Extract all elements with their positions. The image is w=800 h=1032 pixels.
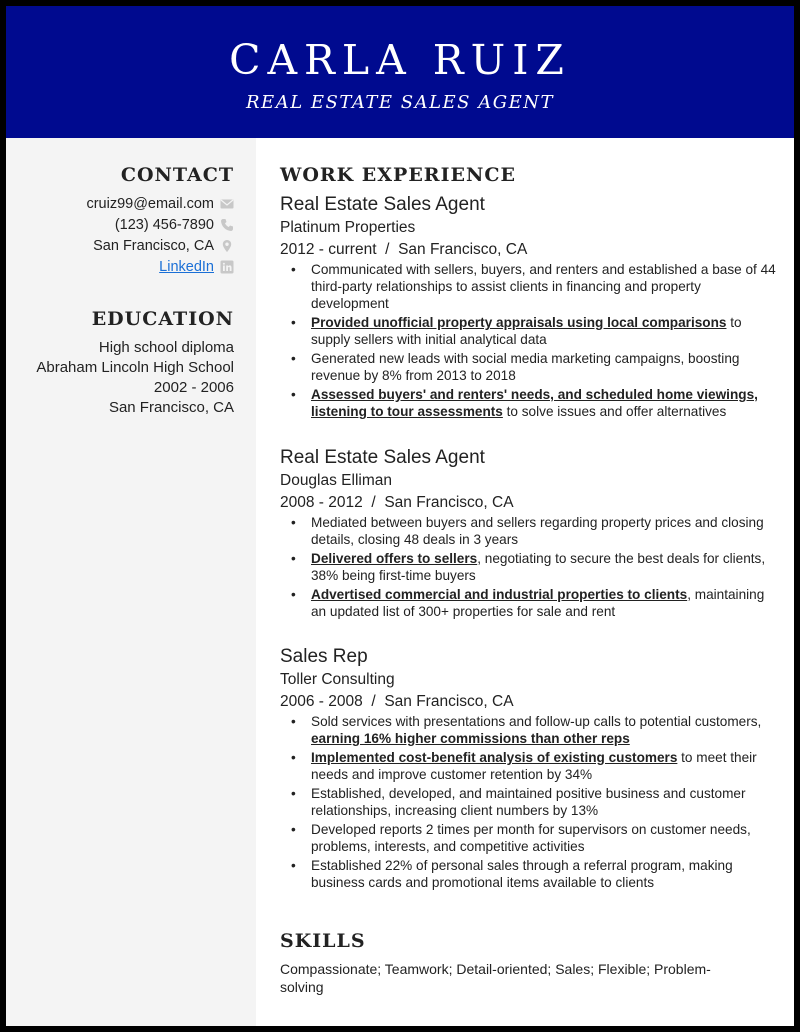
main-content — [280, 138, 780, 1026]
envelope-icon — [220, 197, 234, 211]
bullet-highlight: Delivered offers to sellers — [311, 551, 478, 566]
bullet-highlight: Advertised commercial and industrial properties to clients — [311, 587, 688, 602]
bullet-text: Established, developed, and maintained positive business and customer relationships, increasing client numbers by 13% — [311, 786, 746, 818]
education-location: San Francisco, CA — [108, 399, 234, 416]
candidate-name: CARLA RUIZ — [229, 36, 571, 84]
job-title: Real Estate Sales Agent — [280, 447, 485, 468]
education-block — [34, 338, 234, 418]
job-bullet — [280, 785, 780, 819]
job-bullets — [280, 261, 780, 420]
bullet-text: Communicated with sellers, buyers, and renters and established a base of 44 third-party relationships to assist clients in financing and property development — [311, 262, 776, 311]
job-meta — [280, 691, 780, 713]
job-meta — [280, 492, 780, 514]
skills-heading: SKILLS — [280, 930, 366, 952]
resume-header — [6, 6, 794, 138]
bullet-text: Sold services with presentations and follow-up calls to potential customers, — [311, 714, 762, 729]
contact-location — [93, 236, 234, 256]
job-dates: 2008 - 2012 — [280, 494, 363, 511]
education-dates: 2002 - 2006 — [153, 379, 234, 396]
email-text: cruiz99@email.com — [86, 196, 214, 212]
education-school: Abraham Lincoln High School — [36, 359, 234, 376]
bullet-highlight: earning 16% higher commissions than other reps — [311, 731, 630, 746]
contact-heading: CONTACT — [120, 164, 234, 186]
bullet-text: Generated new leads with social media marketing campaigns, boosting revenue by 8% from 2013 to 2018 — [311, 351, 740, 383]
candidate-title: REAL ESTATE SALES AGENT — [246, 92, 554, 113]
job-title: Real Estate Sales Agent — [280, 194, 485, 215]
education-degree: High school diploma — [98, 339, 234, 356]
job-company: Douglas Elliman — [280, 472, 392, 489]
job-entry — [280, 645, 780, 893]
job-bullets — [280, 514, 780, 620]
job-company: Platinum Properties — [280, 219, 416, 236]
job-bullet — [280, 261, 780, 312]
skills-list: Compassionate; Teamwork; Detail-oriented; Sales; Flexible; Problem-solving — [280, 961, 711, 995]
resume-page — [6, 6, 794, 1026]
job-bullets — [280, 713, 780, 891]
job-bullet — [280, 550, 780, 584]
job-company: Toller Consulting — [280, 671, 395, 688]
location-text: San Francisco, CA — [93, 238, 214, 254]
job-dates: 2006 - 2008 — [280, 693, 363, 710]
bullet-text: to meet their needs and improve customer retention by 34% — [311, 750, 757, 782]
work-experience-heading: WORK EXPERIENCE — [280, 164, 516, 186]
bullet-text: , maintaining an updated list of 300+ properties for sale and rent — [311, 587, 765, 619]
contact-phone — [115, 215, 234, 235]
job-meta — [280, 239, 780, 261]
job-bullet — [280, 821, 780, 855]
bullet-text: to solve issues and offer alternatives — [502, 404, 727, 419]
linkedin-icon — [220, 260, 234, 274]
bullet-text: Mediated between buyers and sellers regarding property prices and closing details, closing 48 deals in 3 years — [311, 515, 764, 547]
job-bullet — [280, 713, 780, 747]
job-entry — [280, 193, 780, 422]
contact-email — [86, 194, 234, 214]
job-location: San Francisco, CA — [384, 494, 514, 511]
bullet-text: Established 22% of personal sales through a referral program, making business cards and promotional items available to clients — [311, 858, 733, 890]
map-pin-icon — [220, 239, 234, 253]
job-separator: / — [371, 494, 376, 511]
phone-icon — [220, 218, 234, 232]
bullet-text: Developed reports 2 times per month for supervisors on customer needs, problems, interests, and competitive activities — [311, 822, 751, 854]
job-bullet — [280, 314, 780, 348]
job-bullet — [280, 386, 780, 420]
job-separator: / — [371, 693, 376, 710]
linkedin-link[interactable]: LinkedIn — [159, 259, 214, 275]
job-bullet — [280, 514, 780, 548]
bullet-text: , negotiating to secure the best deals for clients, 38% being first-time buyers — [311, 551, 766, 583]
sidebar — [6, 138, 256, 1026]
bullet-highlight: Assessed buyers' and renters' needs, and scheduled home viewings, listening to tour assessments — [311, 387, 758, 419]
contact-linkedin — [159, 257, 234, 277]
education-heading: EDUCATION — [91, 308, 234, 330]
job-bullet — [280, 350, 780, 384]
job-bullet — [280, 857, 780, 891]
bullet-highlight: Implemented cost-benefit analysis of existing customers — [311, 750, 678, 765]
job-bullet — [280, 749, 780, 783]
bullet-text: to supply sellers with initial analytical data — [311, 315, 742, 347]
job-title: Sales Rep — [280, 646, 368, 667]
job-bullet — [280, 586, 780, 620]
phone-text: (123) 456-7890 — [114, 217, 214, 233]
job-location: San Francisco, CA — [398, 241, 528, 258]
bullet-highlight: Provided unofficial property appraisals using local comparisons — [311, 315, 727, 330]
job-location: San Francisco, CA — [384, 693, 514, 710]
job-separator: / — [385, 241, 390, 258]
job-dates: 2012 - current — [280, 241, 377, 258]
job-entry — [280, 446, 780, 622]
